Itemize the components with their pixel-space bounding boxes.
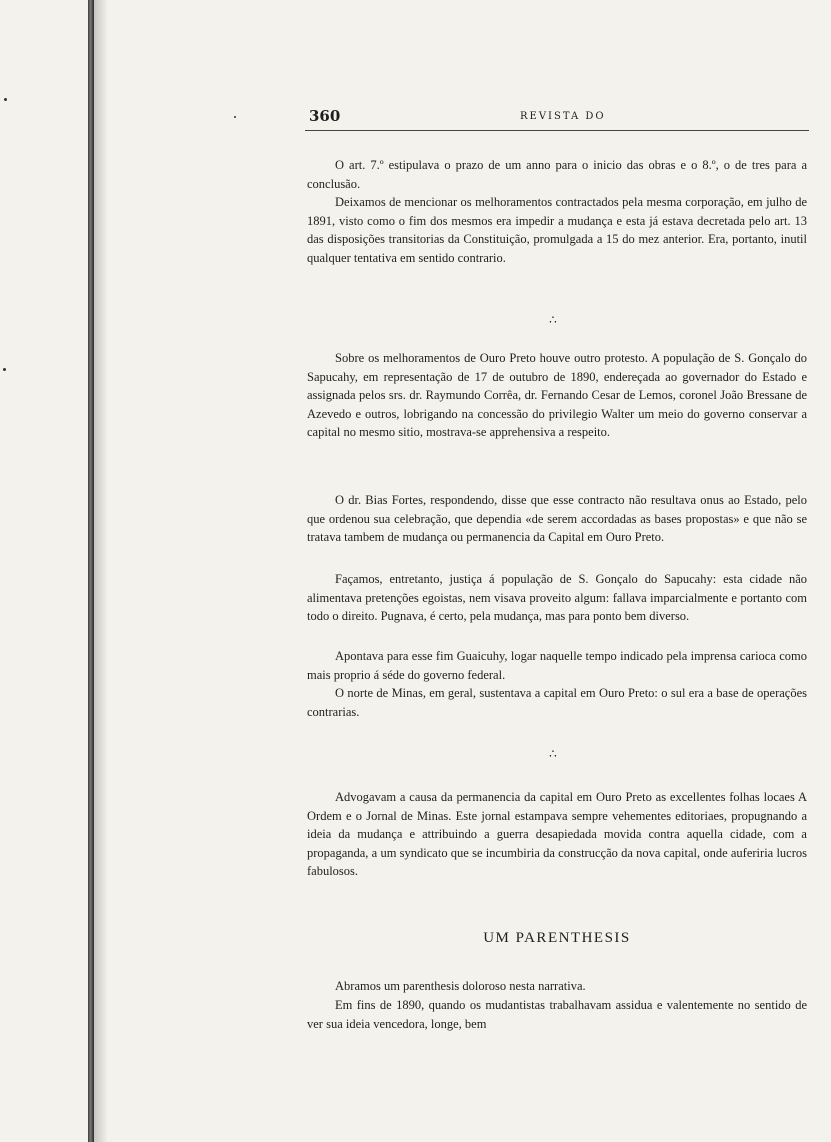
section-title: UM PARENTHESIS [483, 930, 631, 946]
paragraph: Abramos um parenthesis doloroso nesta narrativa. [335, 979, 586, 993]
paragraph: Sobre os melhoramentos de Ouro Preto houve outro protesto. A população de S. Gonçalo do Sapucahy, em representação de 17 de outubro de 1890, endereçada ao governador do Estado e assignada pelos srs. dr. Raymundo Corrêa, dr. Fernando Cesar de Lemos, coronel João Bressane de Azevedo e outros, lobrigando na concessão do privilegio Walter um meio do governo conservar a capital no mesmo sitio, mostrava-se apprehensiva a respeito. [307, 351, 807, 440]
gutter-shadow [94, 0, 108, 1142]
paragraph: O art. 7.º estipulava o prazo de um anno para o inicio das obras e o 8.º, o de tres para a conclusão. [307, 158, 807, 191]
scan-speck [3, 368, 6, 371]
paragraph: O dr. Bias Fortes, respondendo, disse que esse contracto não resultava onus ao Estado, pelo que ordenou sua celebração, que dependia «de serem accordadas as bases propostas» e que não se tratava tambem de mudança ou permanencia da Capital em Ouro Preto. [307, 493, 807, 545]
paragraph: Advogavam a causa da permanencia da capital em Ouro Preto as excellentes folhas locaes A Ordem e o Jornal de Minas. Este jornal estampava sempre vehementes editoriaes, propugnando a ideia da mudança e attribuindo a guerra desapiedada movida contra aquella cidade, com a propaganda, a um syndicato que se incumbiria da construcção da nova capital, onde auferiria lucros fabulosos. [307, 790, 807, 879]
paragraph: Deixamos de mencionar os melhoramentos contractados pela mesma corporação, em julho de 1891, visto como o fim dos mesmos era impedir a mudança e esta já estava decretada pelo art. 13 das disposições transitorias da Constituição, promulgada a 15 do mez anterior. Era, portanto, inutil qualquer tentativa em sentido contrario. [307, 195, 807, 265]
page-number: 360 [309, 107, 341, 125]
page-header [305, 104, 809, 131]
paragraph: O norte de Minas, em geral, sustentava a capital em Ouro Preto: o sul era a base de operações contrarias. [307, 686, 807, 719]
scan-speck [234, 116, 236, 118]
section-break-asterism: ∴ [549, 747, 557, 761]
paragraph: Apontava para esse fim Guaicuhy, logar naquelle tempo indicado pela imprensa carioca como mais proprio á séde do governo federal. [307, 649, 807, 682]
paragraph: Façamos, entretanto, justiça á população de S. Gonçalo do Sapucahy: esta cidade não alimentava pretenções egoistas, nem visava proveito algum: fallava imparcialmente e portanto com todo o direito. Pugnava, é certo, pela mudança, mas para ponto bem diverso. [307, 572, 807, 624]
running-head: REVISTA DO [520, 111, 606, 122]
scan-speck [4, 98, 7, 101]
paragraph: Em fins de 1890, quando os mudantistas trabalhavam assidua e valentemente no sentido de ver sua ideia vencedora, longe, bem [307, 998, 807, 1031]
section-break-asterism: ∴ [549, 313, 557, 327]
